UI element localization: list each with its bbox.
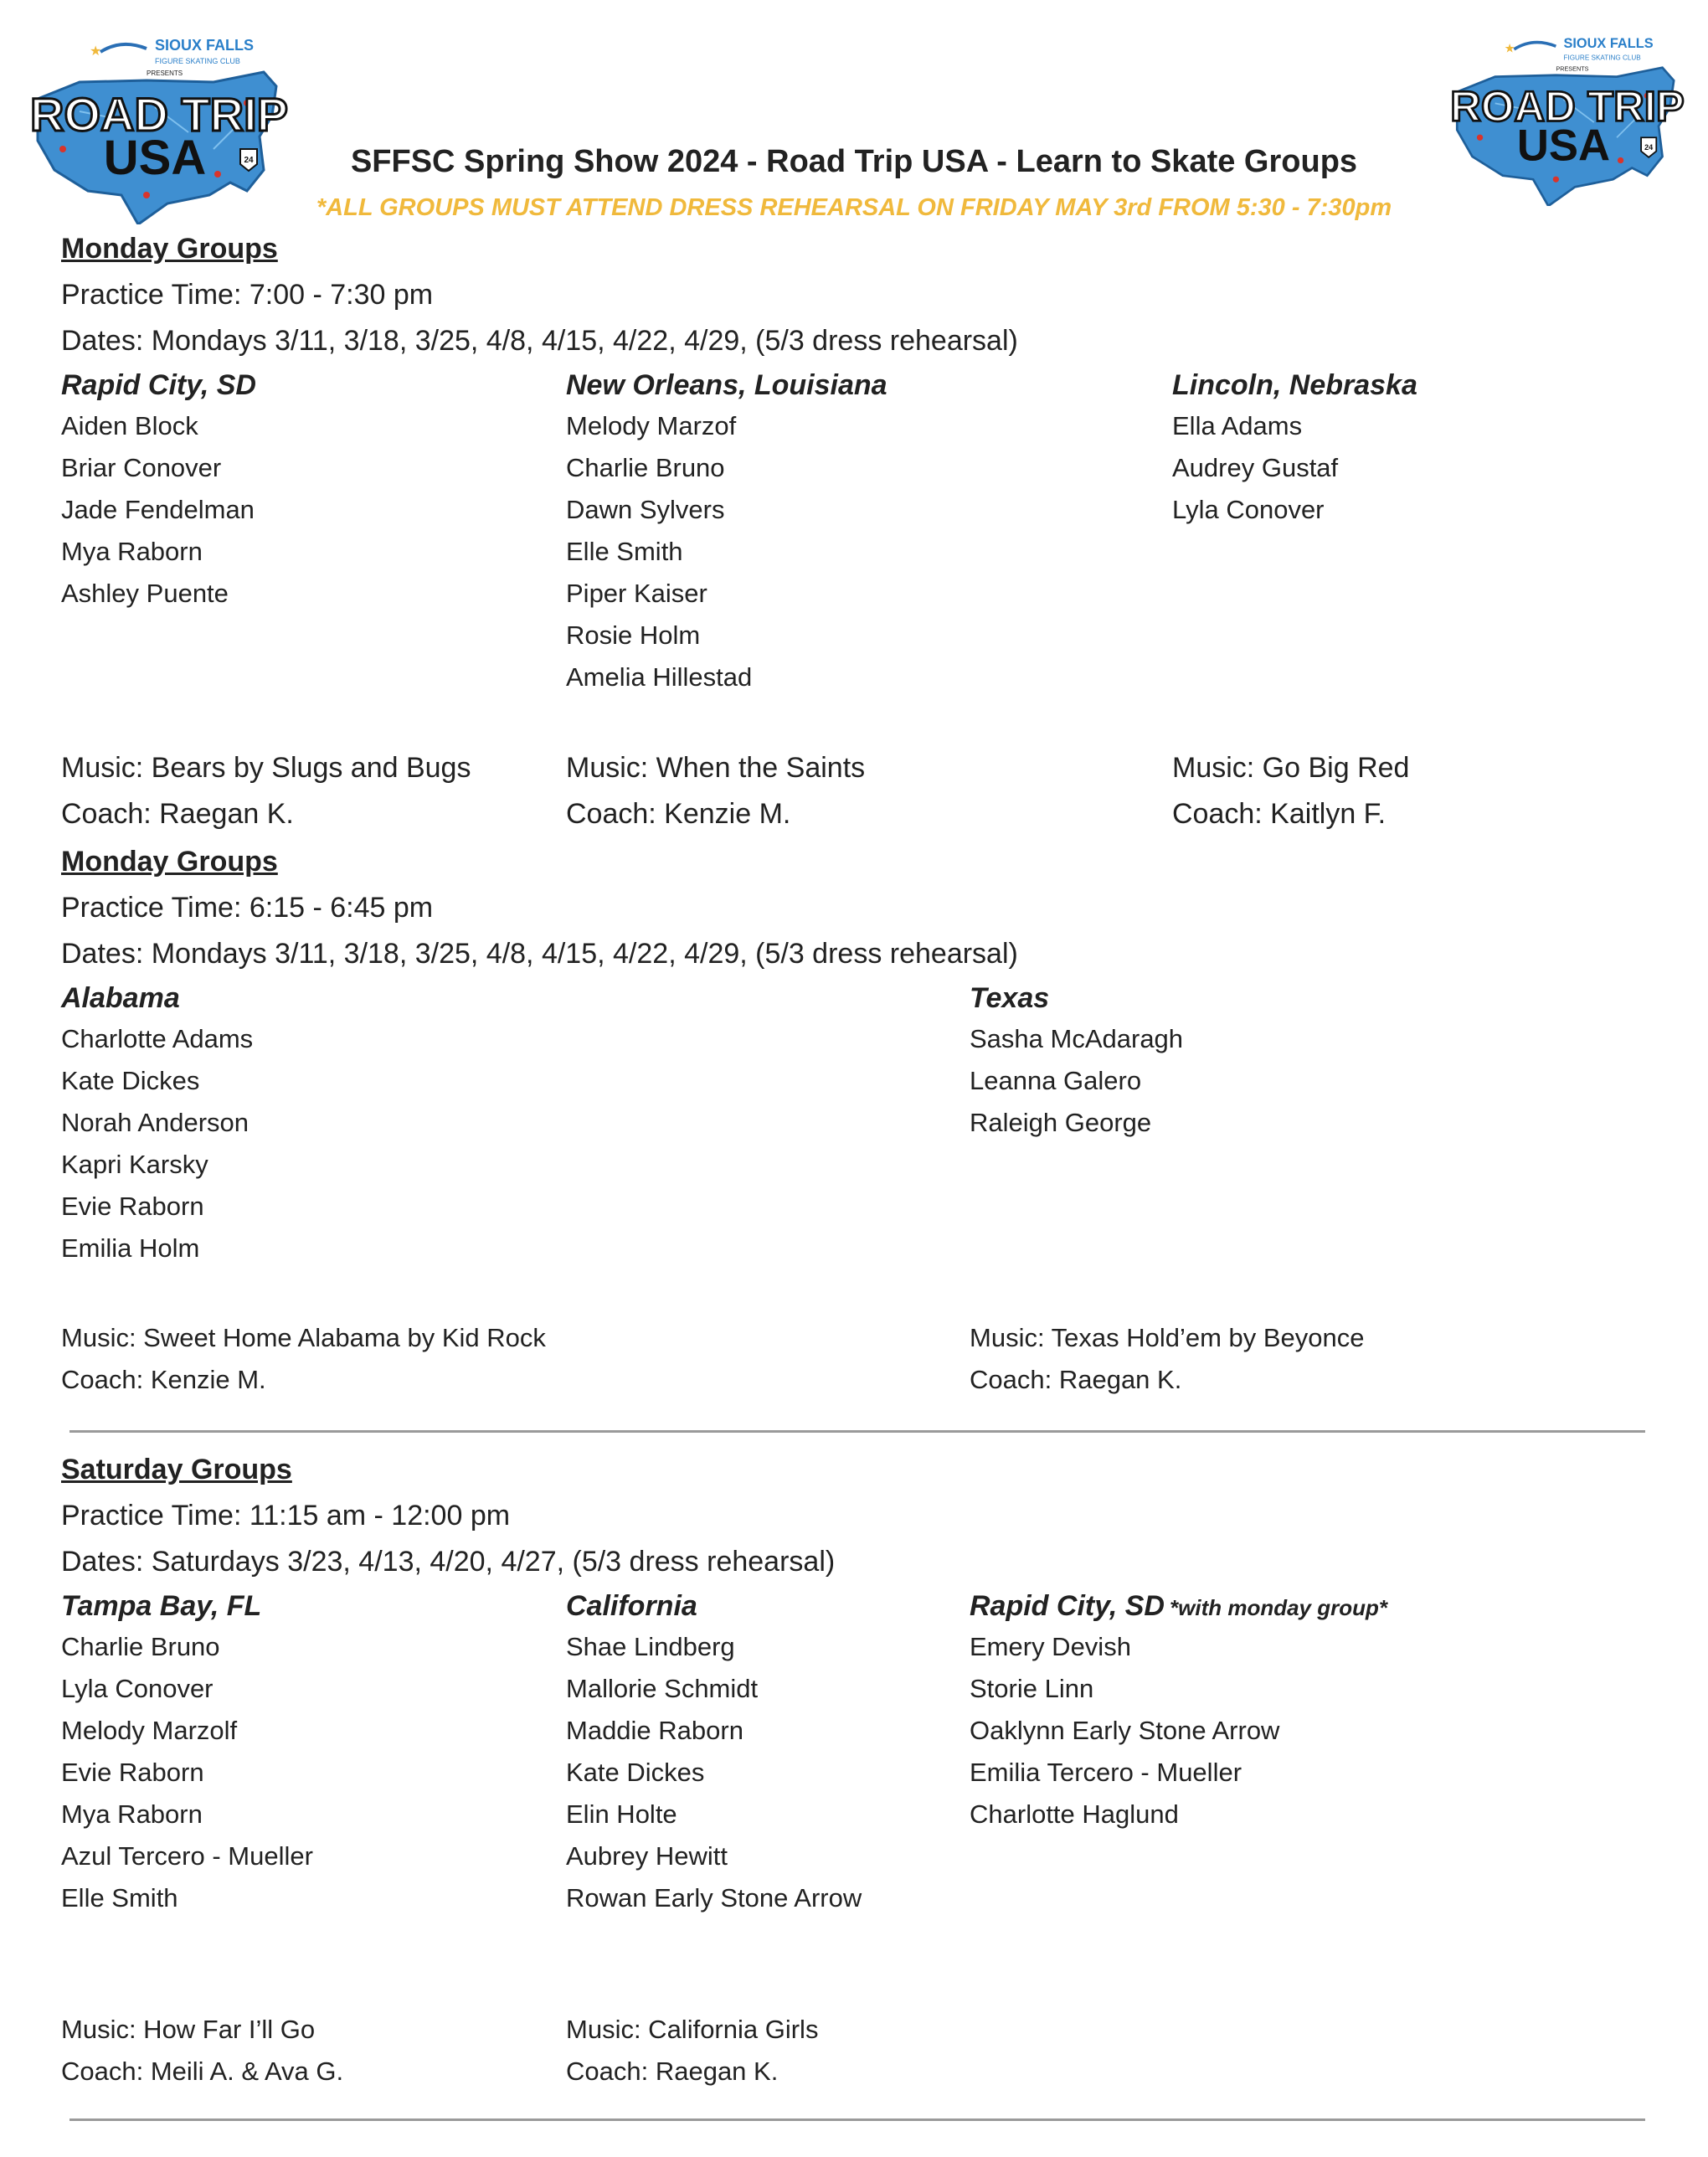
list-item: Storie Linn (970, 1674, 1094, 1703)
list-item: Norah Anderson (61, 1108, 250, 1137)
group-note: *with monday group* (1170, 1595, 1387, 1620)
list-item: Aiden Block (61, 411, 198, 440)
group-music: Music: When the Saints (566, 752, 866, 784)
svg-text:★: ★ (1504, 42, 1515, 56)
list-item: Mya Raborn (61, 537, 203, 566)
practice-dates: Dates: Mondays 3/11, 3/18, 3/25, 4/8, 4/15, 4/22, 4/29, (5/3 dress rehearsal) (61, 938, 1018, 970)
svg-text:24: 24 (1644, 142, 1654, 152)
group-name: Alabama (61, 982, 180, 1014)
divider (69, 2118, 1645, 2121)
group-name: Rapid City, SD *with monday group* (970, 1590, 1387, 1622)
svg-text:SIOUX FALLS: SIOUX FALLS (155, 37, 255, 54)
section-title: Monday Groups (61, 846, 278, 878)
group-music: Music: Go Big Red (1172, 752, 1410, 784)
list-item: Charlotte Haglund (970, 1799, 1179, 1829)
list-item: Elle Smith (61, 1883, 178, 1912)
list-item: Kapri Karsky (61, 1150, 208, 1179)
list-item: Azul Tercero - Mueller (61, 1841, 313, 1871)
group-music: Music: Texas Hold’em by Beyonce (970, 1323, 1365, 1352)
list-item: Rosie Holm (566, 620, 701, 650)
group-coach: Coach: Meili A. & Ava G. (61, 2057, 344, 2086)
list-item: Shae Lindberg (566, 1632, 735, 1661)
list-item: Jade Fendelman (61, 495, 255, 524)
group-coach: Coach: Raegan K. (61, 798, 294, 830)
group-rapid-city-saturday (970, 1590, 1387, 1835)
list-item: Emilia Tercero - Mueller (970, 1758, 1242, 1787)
list-item: Emery Devish (970, 1632, 1131, 1661)
group-new-orleans (566, 369, 887, 698)
list-item: Amelia Hillestad (566, 662, 753, 692)
list-item: Briar Conover (61, 453, 222, 482)
group-name: California (566, 1590, 697, 1622)
list-item: Lyla Conover (61, 1674, 214, 1703)
group-music: Music: California Girls (566, 2015, 819, 2044)
section-title: Monday Groups (61, 233, 278, 265)
list-item: Leanna Galero (970, 1066, 1142, 1095)
practice-time: Practice Time: 6:15 - 6:45 pm (61, 892, 434, 924)
practice-dates: Dates: Mondays 3/11, 3/18, 3/25, 4/8, 4/15, 4/22, 4/29, (5/3 dress rehearsal) (61, 325, 1018, 357)
svg-text:PRESENTS: PRESENTS (147, 69, 183, 77)
group-coach: Coach: Kaitlyn F. (1172, 798, 1386, 830)
svg-text:SIOUX FALLS: SIOUX FALLS (1563, 36, 1654, 52)
list-item: Charlie Bruno (61, 1632, 220, 1661)
list-item: Aubrey Hewitt (566, 1841, 728, 1871)
list-item: Rowan Early Stone Arrow (566, 1883, 862, 1912)
practice-dates: Dates: Saturdays 3/23, 4/13, 4/20, 4/27, (5/3 dress rehearsal) (61, 1546, 836, 1578)
list-item: Ella Adams (1172, 411, 1303, 440)
group-coach: Coach: Kenzie M. (566, 798, 791, 830)
group-music: Music: How Far I’ll Go (61, 2015, 316, 2044)
practice-time: Practice Time: 11:15 am - 12:00 pm (61, 1500, 511, 1532)
rehearsal-notice: *ALL GROUPS MUST ATTEND DRESS REHEARSAL ON FRIDAY MAY 3rd FROM 5:30 - 7:30pm (316, 194, 1392, 221)
practice-time: Practice Time: 7:00 - 7:30 pm (61, 279, 434, 311)
group-rapid-city (61, 369, 256, 615)
group-name: Tampa Bay, FL (61, 1590, 262, 1622)
list-item: Maddie Raborn (566, 1716, 743, 1745)
list-item: Elle Smith (566, 537, 683, 566)
list-item: Piper Kaiser (566, 579, 707, 608)
svg-text:USA: USA (1516, 121, 1611, 171)
page-title: SFFSC Spring Show 2024 - Road Trip USA - Learn to Skate Groups (350, 144, 1358, 179)
list-item: Elin Holte (566, 1799, 677, 1829)
group-music: Music: Sweet Home Alabama by Kid Rock (61, 1323, 546, 1352)
list-item: Kate Dickes (566, 1758, 705, 1787)
list-item: Evie Raborn (61, 1758, 204, 1787)
list-item: Mya Raborn (61, 1799, 203, 1829)
list-item: Lyla Conover (1172, 495, 1325, 524)
list-item: Charlie Bruno (566, 453, 725, 482)
list-item: Kate Dickes (61, 1066, 200, 1095)
list-item: Mallorie Schmidt (566, 1674, 759, 1703)
svg-text:FIGURE SKATING CLUB: FIGURE SKATING CLUB (155, 57, 240, 65)
group-name: New Orleans, Louisiana (566, 369, 887, 401)
group-coach: Coach: Raegan K. (566, 2057, 779, 2086)
group-texas (970, 982, 1183, 1144)
list-item: Melody Marzolf (61, 1716, 238, 1745)
group-name: Texas (970, 982, 1050, 1014)
group-coach: Coach: Kenzie M. (61, 1365, 266, 1394)
list-item: Charlotte Adams (61, 1024, 254, 1053)
svg-text:PRESENTS: PRESENTS (1556, 64, 1589, 73)
divider (69, 1430, 1645, 1433)
list-item: Oaklynn Early Stone Arrow (970, 1716, 1280, 1745)
section-title: Saturday Groups (61, 1454, 292, 1485)
svg-text:USA: USA (103, 131, 207, 185)
svg-text:ROAD TRIP: ROAD TRIP (30, 88, 288, 141)
group-name: Lincoln, Nebraska (1172, 369, 1417, 401)
group-coach: Coach: Raegan K. (970, 1365, 1182, 1394)
group-music: Music: Bears by Slugs and Bugs (61, 752, 471, 784)
group-name: Rapid City, SD (61, 369, 256, 401)
group-lincoln (1172, 369, 1417, 531)
list-item: Emilia Holm (61, 1233, 200, 1263)
list-item: Melody Marzof (566, 411, 737, 440)
svg-text:★: ★ (90, 43, 102, 59)
svg-text:24: 24 (244, 156, 254, 165)
svg-text:ROAD TRIP: ROAD TRIP (1450, 82, 1685, 131)
list-item: Raleigh George (970, 1108, 1152, 1137)
group-tampa-bay (61, 1590, 313, 1919)
svg-text:FIGURE SKATING CLUB: FIGURE SKATING CLUB (1563, 54, 1641, 62)
list-item: Evie Raborn (61, 1192, 204, 1221)
group-alabama (61, 982, 253, 1269)
list-item: Audrey Gustaf (1172, 453, 1339, 482)
list-item: Ashley Puente (61, 579, 229, 608)
list-item: Sasha McAdaragh (970, 1024, 1184, 1053)
group-california (566, 1590, 862, 1919)
list-item: Dawn Sylvers (566, 495, 725, 524)
